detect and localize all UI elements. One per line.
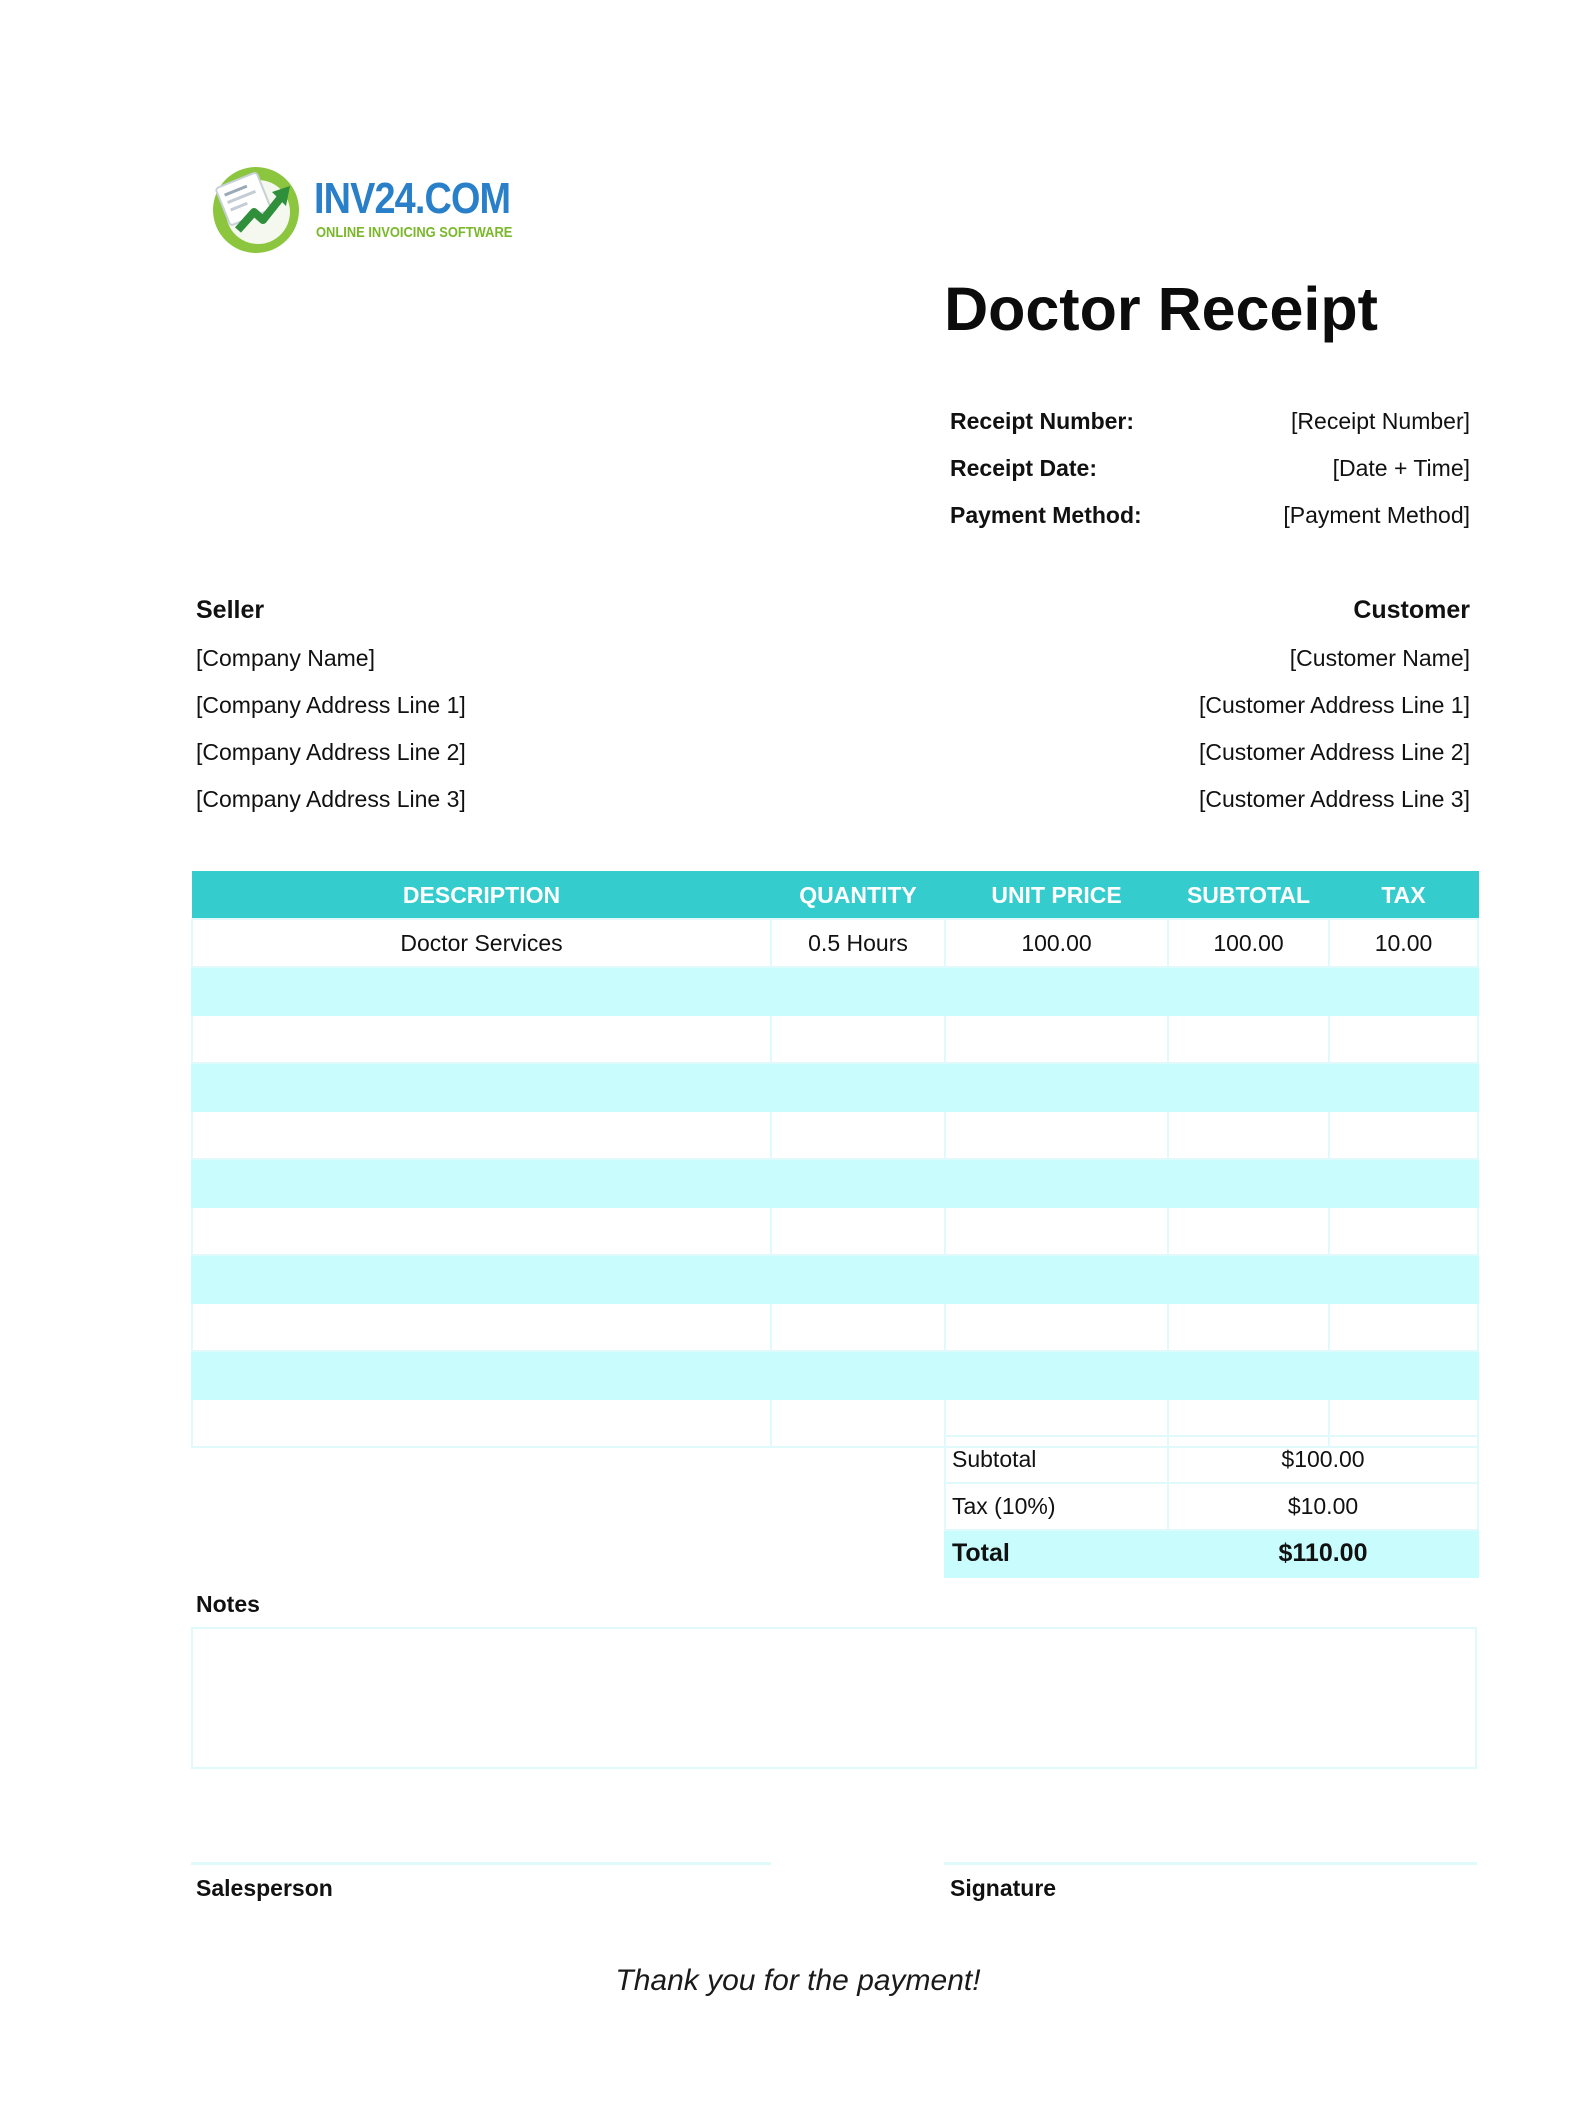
item-unit-price (945, 1063, 1168, 1111)
line-items-table (191, 871, 1479, 1448)
item-unit-price (945, 1111, 1168, 1159)
item-quantity (771, 1303, 945, 1351)
seller-address-line-2: [Company Address Line 2] (196, 739, 466, 765)
receipt-date-label: Receipt Date: (950, 455, 1097, 481)
seller-company-name: [Company Name] (196, 645, 375, 671)
column-header-description: DESCRIPTION (192, 872, 771, 920)
item-description (192, 1351, 771, 1399)
item-unit-price (945, 1015, 1168, 1063)
logo-brand-text: INV24.COM (314, 174, 511, 223)
tax-label: Tax (10%) (945, 1483, 1168, 1530)
item-unit-price: 100.00 (945, 919, 1168, 967)
receipt-date-value: [Date + Time] (1332, 455, 1470, 481)
company-logo (208, 162, 513, 254)
item-quantity (771, 967, 945, 1015)
table-row (192, 1351, 1478, 1399)
subtotal-row (945, 1436, 1478, 1483)
seller-heading: Seller (196, 596, 265, 624)
item-unit-price (945, 1351, 1168, 1399)
growth-chart-logo-icon (208, 162, 304, 254)
item-subtotal: 100.00 (1168, 919, 1329, 967)
item-quantity (771, 1015, 945, 1063)
column-header-subtotal: SUBTOTAL (1168, 872, 1329, 920)
notes-label: Notes (196, 1591, 260, 1617)
customer-address-line-3: [Customer Address Line 3] (1198, 786, 1470, 812)
item-description (192, 1063, 771, 1111)
table-header-row (192, 872, 1478, 920)
customer-name: [Customer Name] (1289, 645, 1470, 671)
totals-table (944, 1435, 1479, 1578)
item-tax (1329, 1255, 1478, 1303)
table-row (192, 919, 1478, 967)
item-unit-price (945, 1207, 1168, 1255)
table-row (192, 1159, 1478, 1207)
column-header-tax: TAX (1329, 872, 1478, 920)
table-row (192, 1063, 1478, 1111)
item-description (192, 1111, 771, 1159)
payment-method-value: [Payment Method] (1283, 502, 1470, 528)
tax-value: $10.00 (1168, 1483, 1478, 1530)
total-row (945, 1530, 1478, 1577)
item-unit-price (945, 967, 1168, 1015)
item-quantity (771, 1159, 945, 1207)
total-value: $110.00 (1168, 1530, 1478, 1577)
table-row (192, 1207, 1478, 1255)
item-quantity (771, 1255, 945, 1303)
item-subtotal (1168, 1063, 1329, 1111)
salesperson-line (191, 1862, 771, 1865)
table-row (192, 967, 1478, 1015)
item-description (192, 1303, 771, 1351)
logo-tagline: ONLINE INVOICING SOFTWARE (316, 224, 513, 241)
item-quantity: 0.5 Hours (771, 919, 945, 967)
item-subtotal (1168, 1207, 1329, 1255)
subtotal-value: $100.00 (1168, 1436, 1478, 1483)
item-unit-price (945, 1255, 1168, 1303)
item-subtotal (1168, 1111, 1329, 1159)
item-subtotal (1168, 967, 1329, 1015)
item-description (192, 1159, 771, 1207)
customer-address-line-1: [Customer Address Line 1] (1198, 692, 1470, 718)
salesperson-label: Salesperson (196, 1875, 333, 1901)
item-description (192, 1399, 771, 1447)
seller-address-line-3: [Company Address Line 3] (196, 786, 466, 812)
item-unit-price (945, 1159, 1168, 1207)
item-quantity (771, 1111, 945, 1159)
item-quantity (771, 1351, 945, 1399)
item-description: Doctor Services (192, 919, 771, 967)
table-row (192, 1111, 1478, 1159)
item-description (192, 1255, 771, 1303)
item-subtotal (1168, 1255, 1329, 1303)
item-subtotal (1168, 1351, 1329, 1399)
subtotal-label: Subtotal (945, 1436, 1168, 1483)
item-tax: 10.00 (1329, 919, 1478, 967)
table-row (192, 1303, 1478, 1351)
item-unit-price (945, 1303, 1168, 1351)
item-quantity (771, 1399, 945, 1447)
column-header-unit-price: UNIT PRICE (945, 872, 1168, 920)
item-description (192, 1207, 771, 1255)
item-tax (1329, 1111, 1478, 1159)
signature-line (944, 1862, 1477, 1865)
item-tax (1329, 1303, 1478, 1351)
item-tax (1329, 1063, 1478, 1111)
thank-you-message: Thank you for the payment! (615, 1964, 981, 1997)
payment-method-label: Payment Method: (950, 502, 1142, 528)
seller-address-line-1: [Company Address Line 1] (196, 692, 466, 718)
receipt-number-label: Receipt Number: (950, 408, 1135, 434)
customer-heading: Customer (1353, 596, 1470, 624)
signature-label: Signature (950, 1875, 1057, 1901)
item-quantity (771, 1207, 945, 1255)
table-row (192, 1255, 1478, 1303)
item-description (192, 967, 771, 1015)
tax-row (945, 1483, 1478, 1530)
document-title: Doctor Receipt (944, 275, 1378, 343)
item-description (192, 1015, 771, 1063)
item-subtotal (1168, 1015, 1329, 1063)
item-subtotal (1168, 1159, 1329, 1207)
receipt-number-value: [Receipt Number] (1291, 408, 1470, 434)
customer-address-line-2: [Customer Address Line 2] (1198, 739, 1470, 765)
table-row (192, 1015, 1478, 1063)
item-tax (1329, 1351, 1478, 1399)
column-header-quantity: QUANTITY (771, 872, 945, 920)
notes-box (191, 1627, 1477, 1769)
item-tax (1329, 1159, 1478, 1207)
item-tax (1329, 967, 1478, 1015)
item-tax (1329, 1015, 1478, 1063)
item-tax (1329, 1207, 1478, 1255)
total-label: Total (945, 1530, 1168, 1577)
item-subtotal (1168, 1303, 1329, 1351)
item-quantity (771, 1063, 945, 1111)
